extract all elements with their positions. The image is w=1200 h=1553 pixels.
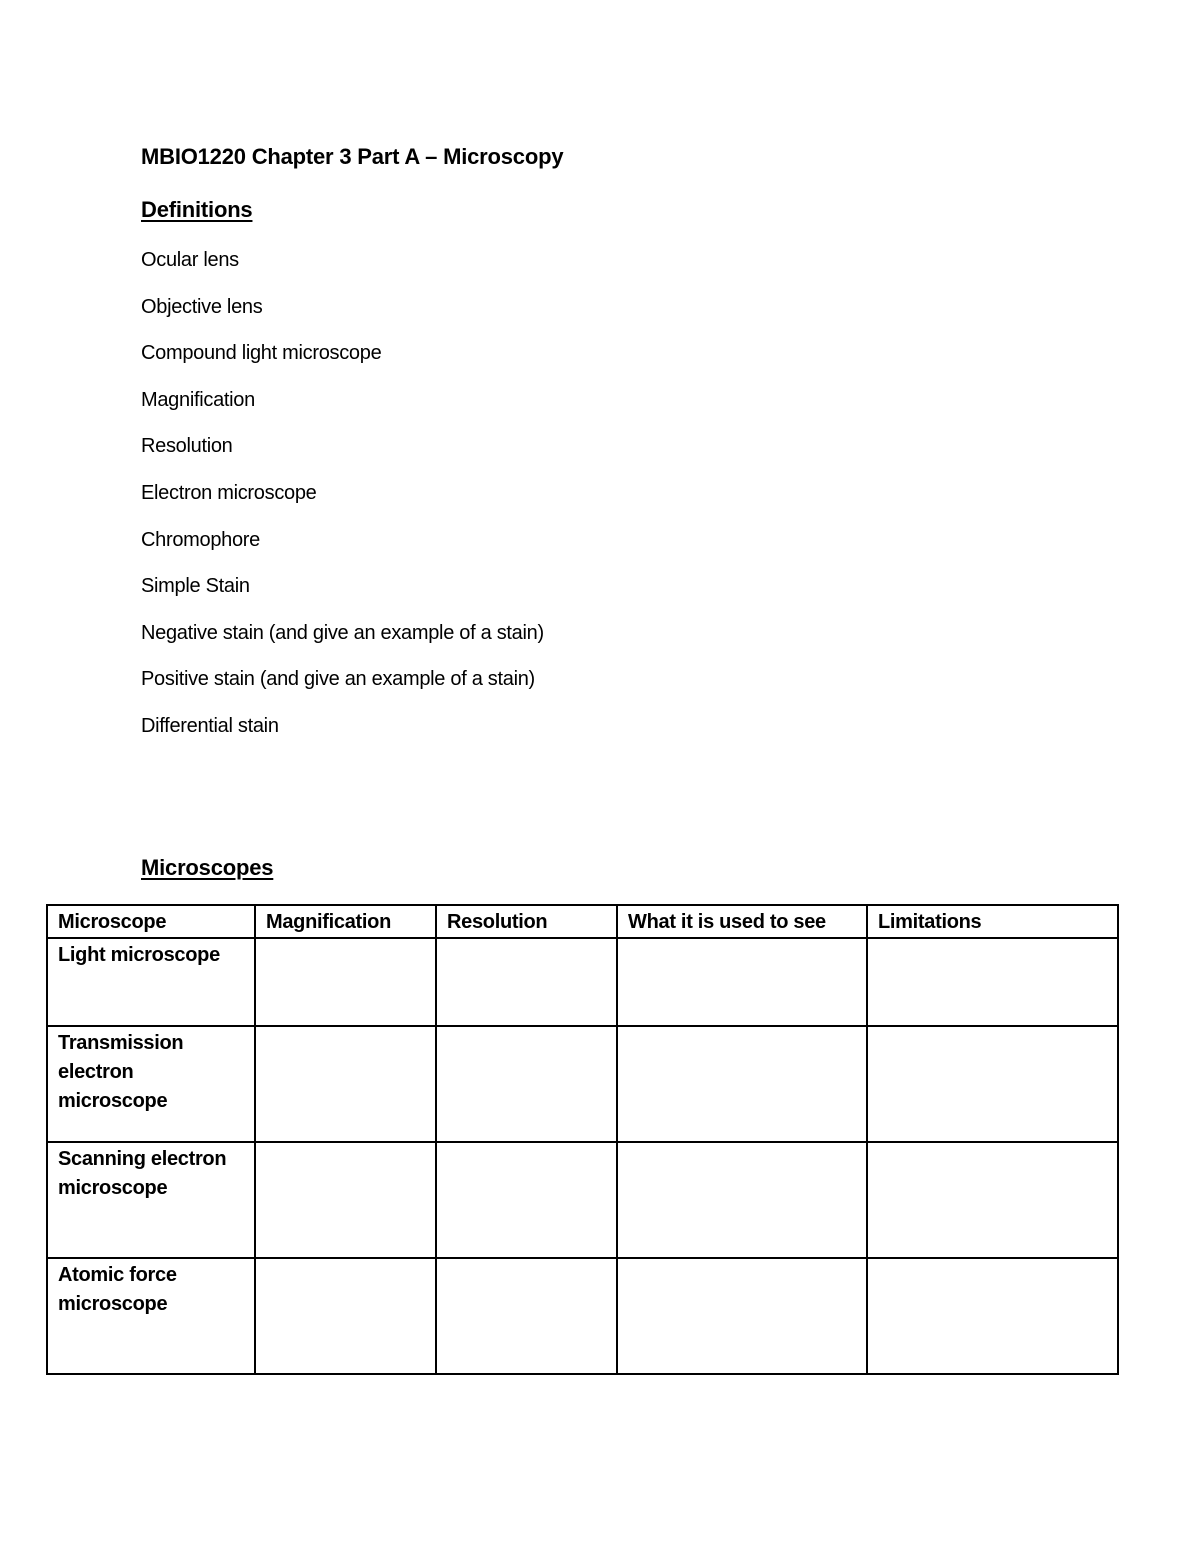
column-header-microscope: Microscope: [47, 905, 255, 938]
table-cell[interactable]: [255, 938, 436, 1026]
definition-item: Magnification: [141, 388, 255, 411]
table-cell[interactable]: [867, 938, 1118, 1026]
column-header-use: What it is used to see: [617, 905, 867, 938]
microscopes-table: [46, 904, 1119, 1375]
row-label-atomic-force-microscope: Atomic force microscope: [47, 1258, 255, 1374]
definition-item: Negative stain (and give an example of a stain): [141, 621, 544, 644]
table-cell[interactable]: [436, 1142, 617, 1258]
table-cell[interactable]: [255, 1258, 436, 1374]
table-row: [47, 1026, 1118, 1142]
table-row: [47, 1258, 1118, 1374]
definition-item: Positive stain (and give an example of a stain): [141, 668, 535, 691]
table-cell[interactable]: [867, 1026, 1118, 1142]
definition-item: Chromophore: [141, 528, 260, 551]
definition-item: Electron microscope: [141, 481, 317, 504]
table-header-row: [47, 905, 1118, 938]
definitions-heading: Definitions: [141, 197, 253, 222]
table-cell[interactable]: [867, 1258, 1118, 1374]
definition-item: Resolution: [141, 435, 233, 458]
table-cell[interactable]: [617, 1142, 867, 1258]
table-cell[interactable]: [617, 938, 867, 1026]
definition-item: Simple Stain: [141, 575, 250, 598]
column-header-resolution: Resolution: [436, 905, 617, 938]
column-header-magnification: Magnification: [255, 905, 436, 938]
table-row: [47, 938, 1118, 1026]
definition-item: Differential stain: [141, 714, 279, 737]
table-cell[interactable]: [436, 1026, 617, 1142]
table-cell[interactable]: [867, 1142, 1118, 1258]
table-cell[interactable]: [255, 1142, 436, 1258]
row-label-transmission-electron-microscope: Transmission electron microscope: [47, 1026, 255, 1142]
row-label-light-microscope: Light microscope: [47, 938, 255, 1026]
table-row: [47, 1142, 1118, 1258]
table-cell[interactable]: [617, 1258, 867, 1374]
page-title: MBIO1220 Chapter 3 Part A – Microscopy: [141, 144, 564, 169]
definition-item: Compound light microscope: [141, 342, 382, 365]
definition-item: Objective lens: [141, 295, 263, 318]
table-cell[interactable]: [255, 1026, 436, 1142]
table-cell[interactable]: [617, 1026, 867, 1142]
definition-item: Ocular lens: [141, 249, 239, 271]
row-label-scanning-electron-microscope: Scanning electron microscope: [47, 1142, 255, 1258]
table-cell[interactable]: [436, 1258, 617, 1374]
table-cell[interactable]: [436, 938, 617, 1026]
definitions-list: [141, 245, 544, 758]
column-header-limitations: Limitations: [867, 905, 1118, 938]
microscopes-heading: Microscopes: [141, 855, 274, 880]
